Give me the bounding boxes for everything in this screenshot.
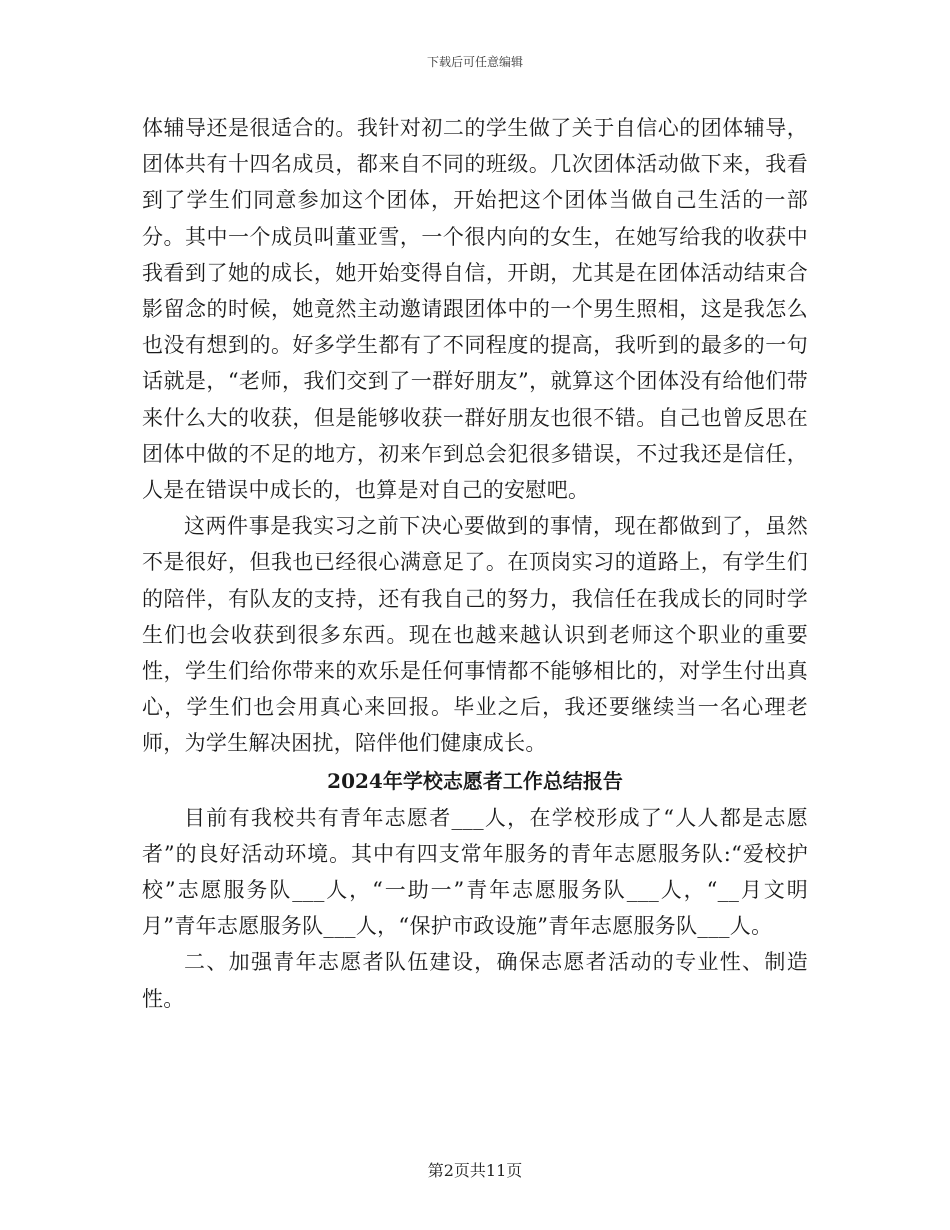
section-paragraph: 二、加强青年志愿者队伍建设，确保志愿者活动的专业性、制造性。 — [142, 950, 808, 1011]
page-header-note: 下载后可任意编辑 — [426, 55, 523, 69]
body-paragraph: 体辅导还是很适合的。我针对初二的学生做了关于自信心的团体辅导，团体共有十四名成员，都来自不同的班级。几次团体活动做下来，我看到了学生们同意参加这个团体，开始把这个团体当做自己生活的一部分。其中一个成员叫董亚雪，一个很内向的女生，在她写给我的收获中我看到了她的成长，她开始变得自信，开朗，尤其是在团体活动结束合影留念的时候，她竟然主动邀请跟团体中的一个男生照相，这是我怎么也没有想到的。好多学生都有了不同程度的提高，我听到的最多的一句话就是，“老师，我们交到了一群好朋友”，就算这个团体没有给他们带来什么大的收获，但是能够收获一群好朋友也很不错。自己也曾反思在团体中做的不足的地方，初来乍到总会犯很多错误，不过我还是信任，人是在错误中成长的，也算是对自己的安慰吧。 — [142, 116, 808, 503]
page-number: 第2页共11页 — [427, 1161, 523, 1180]
document-body — [142, 110, 808, 1017]
section-paragraph: 目前有我校共有青年志愿者___人，在学校形成了“人人都是志愿者”的良好活动环境。其中有四支常年服务的青年志愿服务队:“爱校护校”志愿服务队___人，“一助一”青年志愿服务队___人，“__月文明月”青年志愿服务队___人，“保护市政设施”青年志愿服务队___人。 — [142, 805, 808, 939]
body-paragraph: 这两件事是我实习之前下决心要做到的事情，现在都做到了，虽然不是很好，但我也已经很心满意足了。在顶岗实习的道路上，有学生们的陪伴，有队友的支持，还有我自己的努力，我信任在我成长的同时学生们也会收获到很多东西。现在也越来越认识到老师这个职业的重要性，学生们给你带来的欢乐是任何事情都不能够相比的，对学生付出真心，学生们也会用真心来回报。毕业之后，我还要继续当一名心理老师，为学生解决困扰，陪伴他们健康成长。 — [142, 514, 808, 756]
section-title: 2024年学校志愿者工作总结报告 — [327, 768, 623, 793]
